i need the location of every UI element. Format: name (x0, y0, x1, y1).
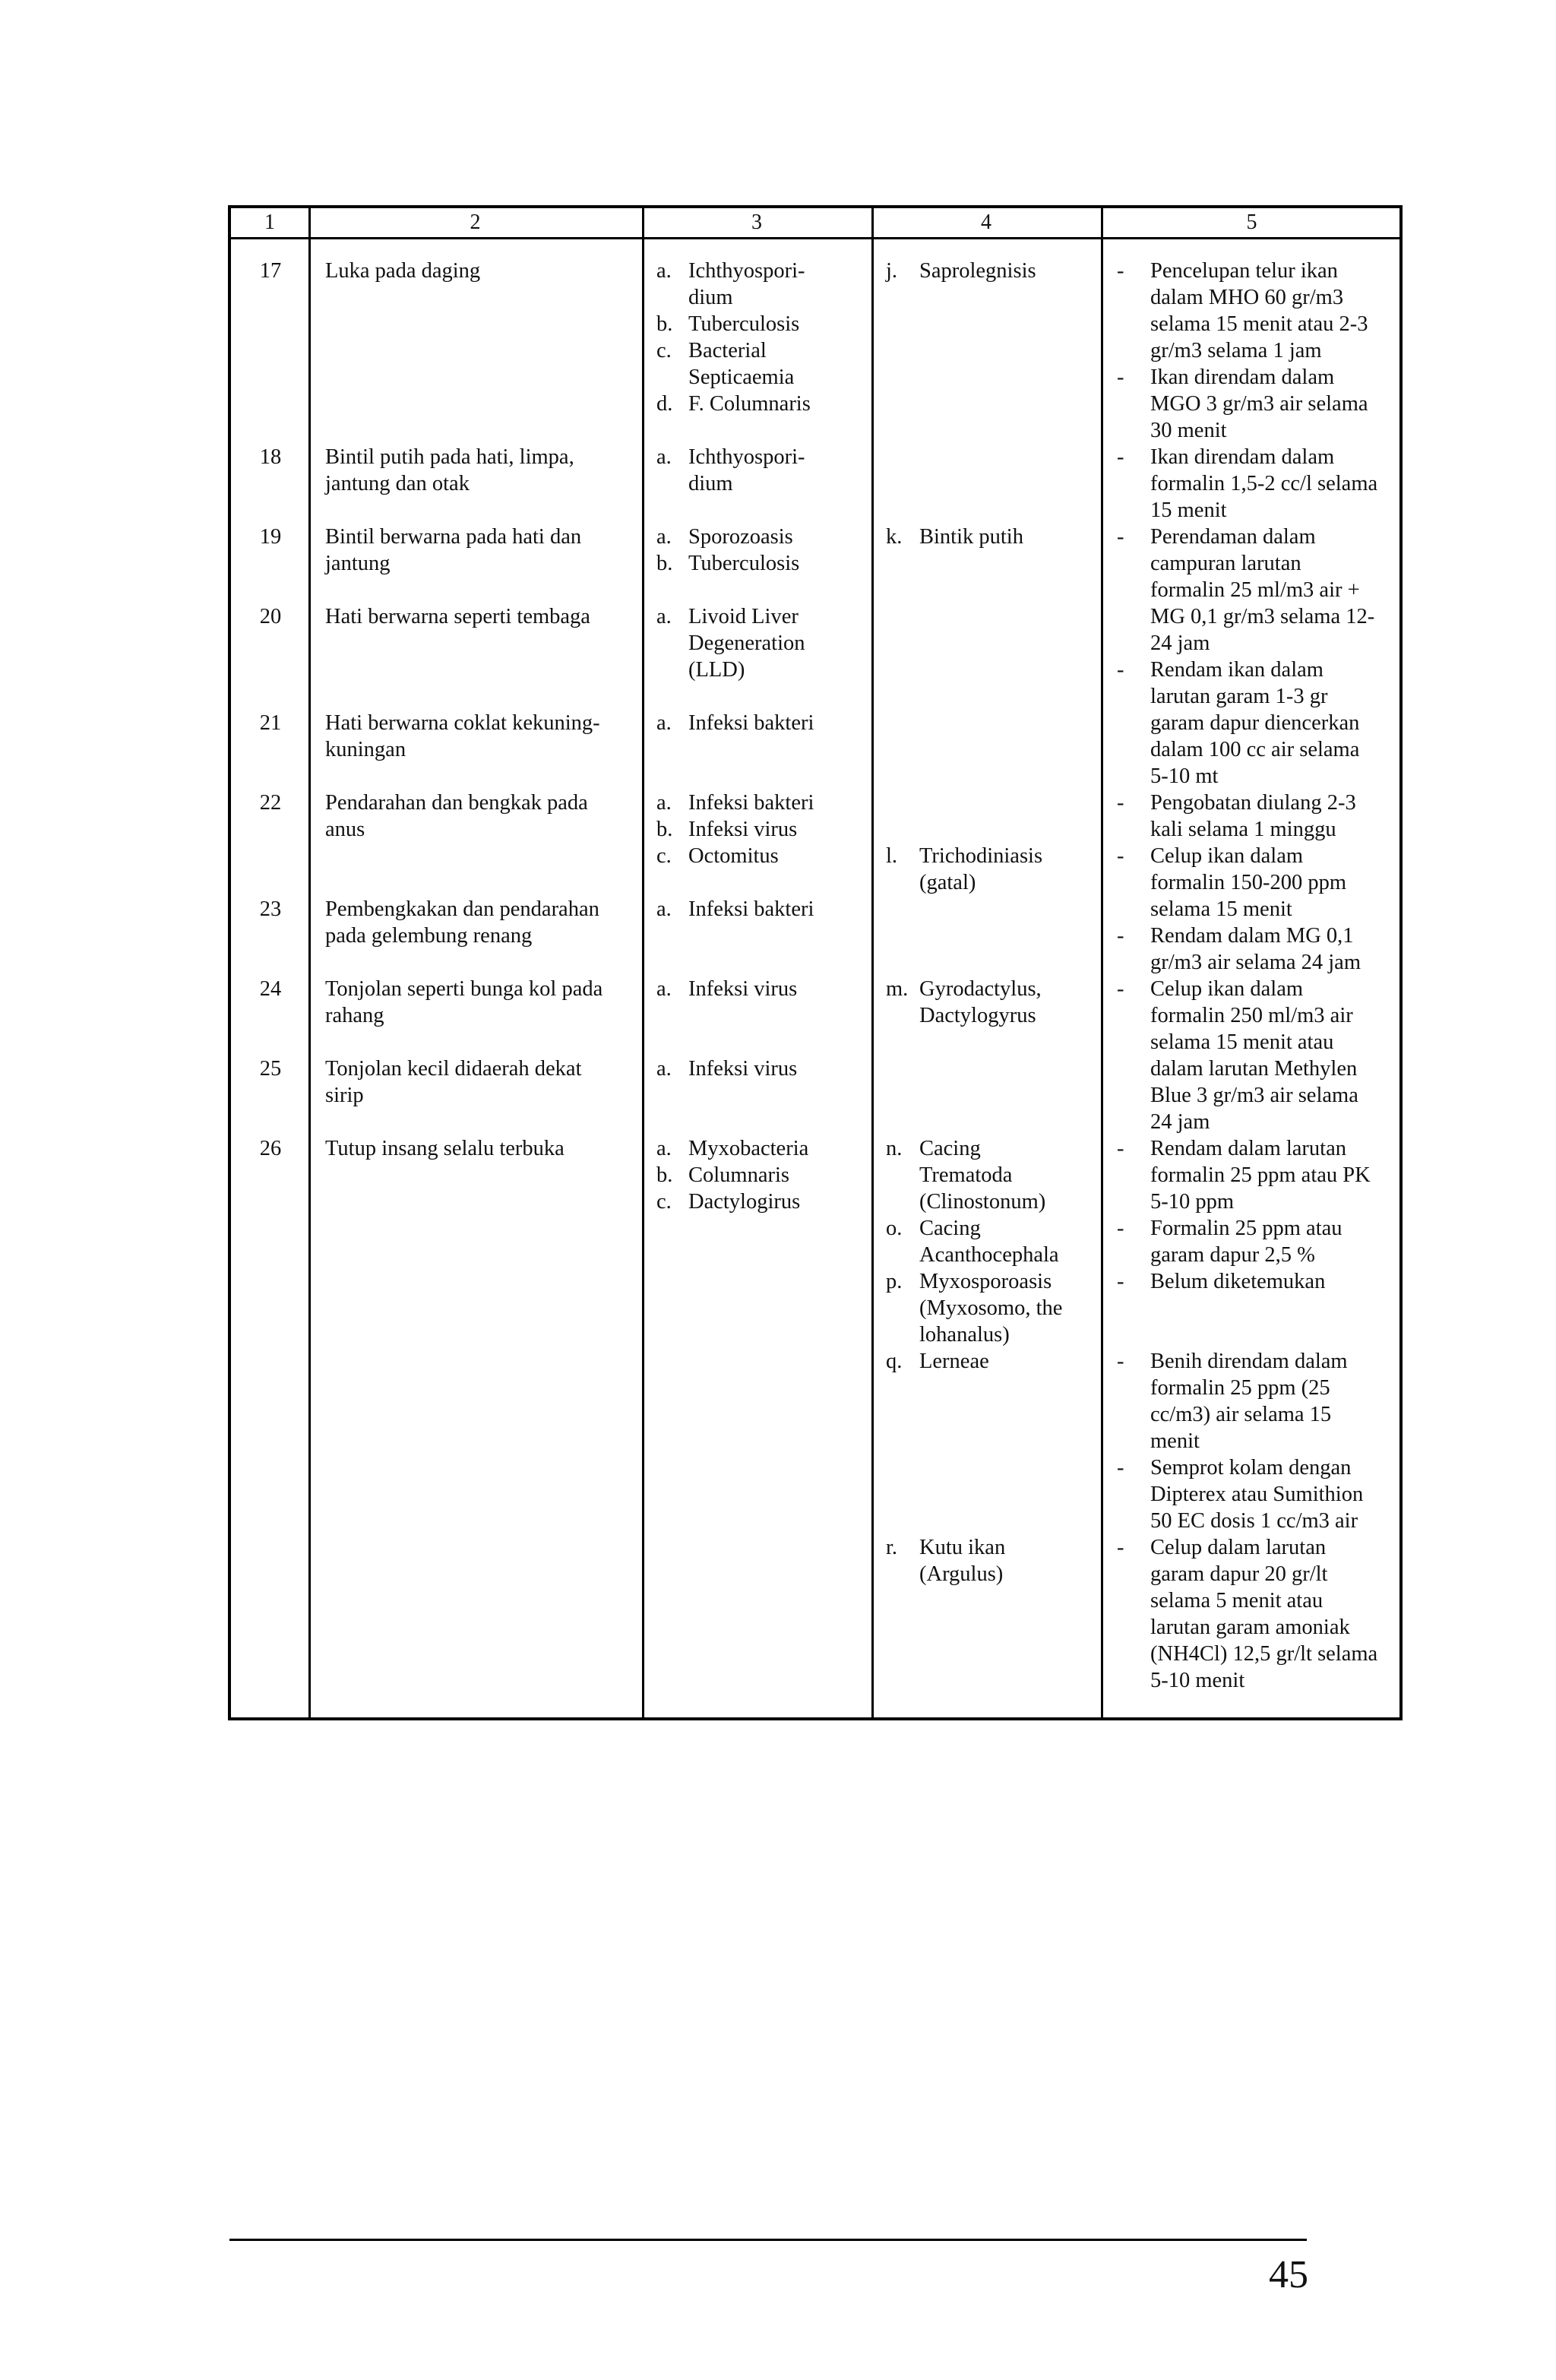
treatment-text: 5-10 ppm (1150, 1190, 1235, 1214)
treatment-text: dalam MHO 60 gr/m3 (1150, 286, 1344, 309)
cause-marker: a. (656, 897, 672, 921)
footer-rule (229, 2239, 1307, 2241)
treatment-marker: - (1117, 259, 1124, 283)
disease-text: Saprolegnisis (919, 259, 1036, 283)
symptom-text: jantung (325, 552, 391, 575)
treatment-text: gr/m3 selama 1 jam (1150, 339, 1322, 362)
cause-text: Infeksi virus (688, 1057, 798, 1081)
disease-text: Kutu ikan (919, 1536, 1006, 1559)
treatment-text: formalin 25 ml/m3 air + (1150, 578, 1360, 602)
treatment-text: garam dapur diencerkan (1150, 711, 1360, 735)
cause-marker: b. (656, 312, 673, 336)
disease-text: Myxosporoasis (919, 1270, 1052, 1293)
column-divider (1101, 208, 1103, 1717)
treatment-text: Perendaman dalam (1150, 525, 1316, 549)
treatment-text: formalin 150-200 ppm (1150, 871, 1347, 894)
treatment-text: cc/m3) air selama 15 (1150, 1403, 1332, 1426)
treatment-text: garam dapur 2,5 % (1150, 1243, 1315, 1267)
disease-marker: o. (886, 1217, 903, 1240)
treatment-text: Semprot kolam dengan (1150, 1456, 1352, 1480)
symptom-text: kuningan (325, 738, 406, 761)
cause-marker: a. (656, 1057, 672, 1081)
disease-marker: l. (886, 844, 898, 868)
disease-marker: n. (886, 1137, 903, 1160)
treatment-marker: - (1117, 445, 1124, 469)
treatment-text: Celup ikan dalam (1150, 977, 1304, 1001)
treatment-text: (NH4Cl) 12,5 gr/lt selama (1150, 1642, 1378, 1666)
row-number: 25 (259, 1057, 282, 1081)
symptom-text: pada gelembung renang (325, 924, 533, 948)
treatment-text: 15 menit (1150, 498, 1227, 522)
treatment-text: larutan garam 1-3 gr (1150, 685, 1328, 708)
treatment-text: Celup dalam larutan (1150, 1536, 1327, 1559)
symptom-text: anus (325, 818, 365, 841)
row-number: 22 (259, 791, 282, 815)
treatment-text: Formalin 25 ppm atau (1150, 1217, 1343, 1240)
treatment-text: menit (1150, 1429, 1200, 1453)
disease-text: Dactylogyrus (919, 1004, 1036, 1027)
disease-treatment-table (228, 205, 1403, 1720)
treatment-text: Ikan direndam dalam (1150, 445, 1335, 469)
cause-text: Columnaris (688, 1163, 789, 1187)
cause-text: (LLD) (688, 658, 745, 682)
treatment-text: gr/m3 air selama 24 jam (1150, 951, 1361, 974)
treatment-text: selama 15 menit (1150, 897, 1292, 921)
cause-text: Ichthyospori- (688, 445, 805, 469)
treatment-text: formalin 25 ppm atau PK (1150, 1163, 1371, 1187)
disease-text: Trematoda (919, 1163, 1013, 1187)
row-number: 23 (259, 897, 282, 921)
treatment-text: Blue 3 gr/m3 air selama (1150, 1084, 1358, 1107)
treatment-text: 24 jam (1150, 1110, 1210, 1134)
symptom-text: Bintil putih pada hati, limpa, (325, 445, 574, 469)
treatment-text: kali selama 1 minggu (1150, 818, 1336, 841)
column-divider (308, 208, 311, 1717)
treatment-marker: - (1117, 366, 1124, 389)
column-header-3: 3 (751, 210, 762, 234)
symptom-text: Bintil berwarna pada hati dan (325, 525, 582, 549)
cause-text: Ichthyospori- (688, 259, 805, 283)
cause-marker: a. (656, 259, 672, 283)
disease-text: (Argulus) (919, 1562, 1004, 1586)
treatment-text: Pencelupan telur ikan (1150, 259, 1338, 283)
disease-text: (Clinostonum) (919, 1190, 1046, 1214)
disease-text: Cacing (919, 1217, 981, 1240)
cause-marker: a. (656, 445, 672, 469)
treatment-text: selama 15 menit atau 2-3 (1150, 312, 1368, 336)
treatment-marker: - (1117, 1270, 1124, 1293)
cause-marker: c. (656, 1190, 672, 1214)
disease-marker: p. (886, 1270, 903, 1293)
disease-text: Gyrodactylus, (919, 977, 1042, 1001)
cause-marker: a. (656, 605, 672, 628)
cause-text: Octomitus (688, 844, 779, 868)
treatment-text: selama 5 menit atau (1150, 1589, 1324, 1613)
cause-text: Septicaemia (688, 366, 795, 389)
treatment-text: 24 jam (1150, 631, 1210, 655)
symptom-text: Hati berwarna seperti tembaga (325, 605, 590, 628)
treatment-text: Ikan direndam dalam (1150, 366, 1335, 389)
row-number: 17 (259, 259, 282, 283)
treatment-marker: - (1117, 1137, 1124, 1160)
treatment-text: selama 15 menit atau (1150, 1030, 1334, 1054)
treatment-text: Dipterex atau Sumithion (1150, 1483, 1364, 1506)
disease-text: Bintik putih (919, 525, 1023, 549)
treatment-marker: - (1117, 977, 1124, 1001)
cause-text: Infeksi virus (688, 818, 798, 841)
cause-marker: b. (656, 818, 673, 841)
disease-marker: k. (886, 525, 903, 549)
cause-marker: c. (656, 844, 672, 868)
treatment-marker: - (1117, 924, 1124, 948)
cause-text: Tuberculosis (688, 552, 800, 575)
header-separator (231, 237, 1399, 239)
symptom-text: Luka pada daging (325, 259, 481, 283)
symptom-text: Pembengkakan dan pendarahan (325, 897, 599, 921)
disease-text: Trichodiniasis (919, 844, 1043, 868)
cause-text: Infeksi bakteri (688, 711, 814, 735)
symptom-text: Tonjolan seperti bunga kol pada (325, 977, 603, 1001)
symptom-text: Pendarahan dan bengkak pada (325, 791, 588, 815)
row-number: 19 (259, 525, 282, 549)
row-number: 24 (259, 977, 282, 1001)
row-number: 18 (259, 445, 282, 469)
treatment-text: larutan garam amoniak (1150, 1616, 1350, 1639)
cause-text: Livoid Liver (688, 605, 799, 628)
symptom-text: sirip (325, 1084, 364, 1107)
symptom-text: Hati berwarna coklat kekuning- (325, 711, 600, 735)
symptom-text: jantung dan otak (325, 472, 470, 495)
row-number: 26 (259, 1137, 282, 1160)
cause-marker: c. (656, 339, 672, 362)
disease-text: lohanalus) (919, 1323, 1010, 1347)
treatment-text: 30 menit (1150, 419, 1227, 442)
cause-text: Myxobacteria (688, 1137, 809, 1160)
disease-marker: q. (886, 1350, 903, 1373)
cause-text: Bacterial (688, 339, 767, 362)
treatment-text: Celup ikan dalam (1150, 844, 1304, 868)
cause-text: dium (688, 472, 733, 495)
cause-text: Degeneration (688, 631, 805, 655)
column-header-1: 1 (264, 210, 275, 234)
cause-marker: b. (656, 1163, 673, 1187)
treatment-text: MGO 3 gr/m3 air selama (1150, 392, 1368, 416)
disease-text: (gatal) (919, 871, 976, 894)
disease-marker: m. (886, 977, 909, 1001)
treatment-marker: - (1117, 844, 1124, 868)
treatment-marker: - (1117, 1217, 1124, 1240)
cause-marker: b. (656, 552, 673, 575)
cause-text: dium (688, 286, 733, 309)
treatment-text: dalam larutan Methylen (1150, 1057, 1358, 1081)
cause-marker: d. (656, 392, 673, 416)
cause-text: Infeksi bakteri (688, 791, 814, 815)
cause-text: F. Columnaris (688, 392, 811, 416)
row-number: 21 (259, 711, 282, 735)
symptom-text: Tonjolan kecil didaerah dekat (325, 1057, 582, 1081)
cause-text: Sporozoasis (688, 525, 793, 549)
treatment-text: formalin 250 ml/m3 air (1150, 1004, 1353, 1027)
cause-text: Infeksi virus (688, 977, 798, 1001)
cause-marker: a. (656, 791, 672, 815)
column-divider (871, 208, 874, 1717)
cause-marker: a. (656, 977, 672, 1001)
treatment-text: Rendam dalam MG 0,1 (1150, 924, 1354, 948)
column-header-5: 5 (1246, 210, 1257, 234)
disease-marker: r. (886, 1536, 898, 1559)
treatment-text: dalam 100 cc air selama (1150, 738, 1360, 761)
treatment-text: campuran larutan (1150, 552, 1301, 575)
treatment-marker: - (1117, 658, 1124, 682)
disease-text: (Myxosomo, the (919, 1296, 1063, 1320)
treatment-text: formalin 25 ppm (25 (1150, 1376, 1330, 1400)
disease-text: Acanthocephala (919, 1243, 1059, 1267)
treatment-text: Belum diketemukan (1150, 1270, 1326, 1293)
cause-text: Tuberculosis (688, 312, 800, 336)
treatment-marker: - (1117, 1456, 1124, 1480)
cause-marker: a. (656, 711, 672, 735)
row-number: 20 (259, 605, 282, 628)
treatment-text: Rendam dalam larutan (1150, 1137, 1346, 1160)
cause-text: Infeksi bakteri (688, 897, 814, 921)
treatment-text: 50 EC dosis 1 cc/m3 air (1150, 1509, 1358, 1533)
column-header-2: 2 (470, 210, 481, 234)
treatment-text: Pengobatan diulang 2-3 (1150, 791, 1356, 815)
treatment-marker: - (1117, 1536, 1124, 1559)
page-number: 45 (1269, 2253, 1308, 2296)
cause-marker: a. (656, 1137, 672, 1160)
treatment-text: garam dapur 20 gr/lt (1150, 1562, 1328, 1586)
treatment-text: Rendam ikan dalam (1150, 658, 1324, 682)
column-header-4: 4 (981, 210, 991, 234)
disease-text: Cacing (919, 1137, 981, 1160)
disease-marker: j. (886, 259, 898, 283)
symptom-text: rahang (325, 1004, 384, 1027)
column-divider (642, 208, 644, 1717)
treatment-marker: - (1117, 791, 1124, 815)
treatment-text: 5-10 menit (1150, 1669, 1245, 1692)
treatment-text: 5-10 mt (1150, 764, 1219, 788)
symptom-text: Tutup insang selalu terbuka (325, 1137, 565, 1160)
cause-marker: a. (656, 525, 672, 549)
disease-text: Lerneae (919, 1350, 989, 1373)
treatment-text: Benih direndam dalam (1150, 1350, 1348, 1373)
treatment-text: MG 0,1 gr/m3 selama 12- (1150, 605, 1375, 628)
treatment-marker: - (1117, 525, 1124, 549)
treatment-text: formalin 1,5-2 cc/l selama (1150, 472, 1378, 495)
treatment-marker: - (1117, 1350, 1124, 1373)
cause-text: Dactylogirus (688, 1190, 801, 1214)
